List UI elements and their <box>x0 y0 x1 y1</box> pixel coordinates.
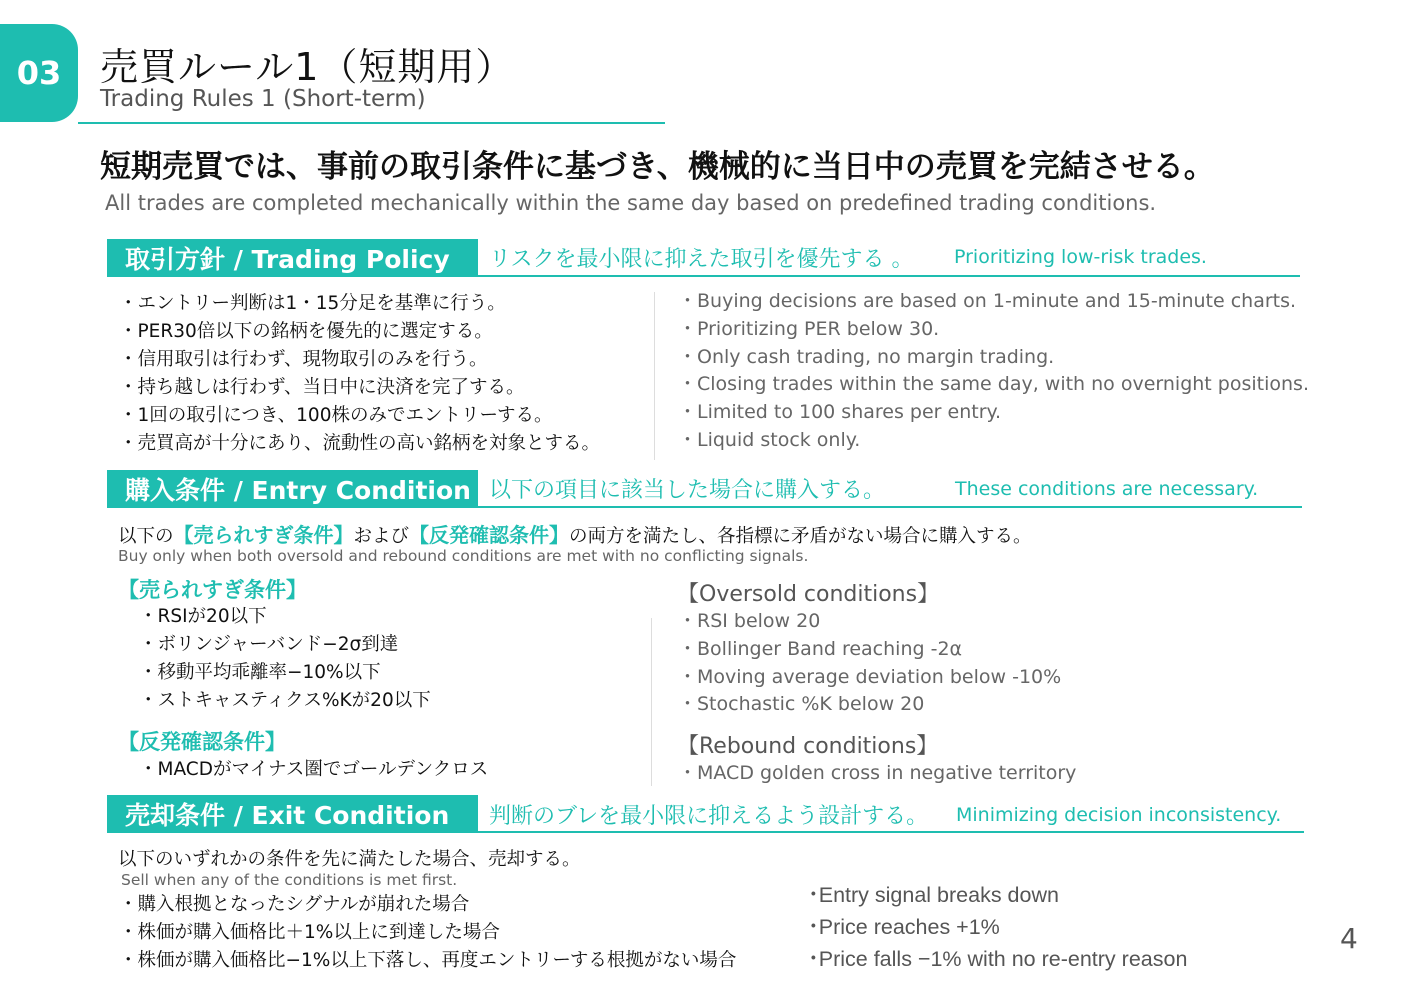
list-item: ・Stochastic %K below 20 <box>678 693 925 716</box>
entry-condition-summary-en: These conditions are necessary. <box>955 478 1259 500</box>
entry-intro-mid: および <box>353 526 410 547</box>
list-item: ・Closing trades within the same day, with no overnight positions. <box>678 373 1309 396</box>
exit-intro: 以下のいずれかの条件を先に満たした場合、売却する。 <box>118 849 581 870</box>
list-item: ・MACD golden cross in negative territory <box>678 762 1077 784</box>
list-item: ・移動平均乖離率−10%以下 <box>139 662 381 683</box>
list-item: ・RSIが20以下 <box>139 606 267 627</box>
list-item: ・MACDがマイナス圏でゴールデンクロス <box>139 759 489 780</box>
exit-condition-label: 売却条件 / Exit Condition <box>107 795 478 832</box>
list-item: ・Moving average deviation below -10% <box>678 665 1062 688</box>
page-title: 売買ルール1（短期用） <box>100 45 515 89</box>
exit-list-jp <box>119 891 736 975</box>
column-divider <box>651 618 652 786</box>
trading-policy-summary-jp: リスクを最小限に抑えた取引を優先する 。 <box>489 247 914 272</box>
trading-policy-summary-en: Prioritizing low-risk trades. <box>954 246 1207 268</box>
list-item: ・RSI below 20 <box>678 610 821 632</box>
list-item: ・購入根拠となったシグナルが崩れた場合 <box>119 894 470 915</box>
list-item: ･Price falls −1% with no re-entry reason <box>808 947 1188 971</box>
oversold-list-en <box>678 608 1061 719</box>
trading-policy-list-en <box>678 288 1309 455</box>
list-item: ・株価が購入価格比＋1%以上に到達した場合 <box>119 922 500 943</box>
list-item: ・信用取引は行わず、現物取引のみを行う。 <box>119 349 488 370</box>
list-item: ・ボリンジャーバンド−2σ到達 <box>139 634 399 655</box>
list-item: ･Price reaches +1% <box>808 915 1000 939</box>
page-number: 4 <box>1340 922 1358 955</box>
list-item: ・PER30倍以下の銘柄を優先的に選定する。 <box>119 321 493 342</box>
list-item: ・Limited to 100 shares per entry. <box>678 401 1002 424</box>
list-item: ・売買高が十分にあり、流動性の高い銘柄を対象とする。 <box>119 433 601 454</box>
list-item: ・Buying decisions are based on 1-minute and 15-minute charts. <box>678 290 1297 312</box>
list-item: ･Entry signal breaks down <box>808 883 1059 907</box>
list-item: ・ストキャスティクス%Kが20以下 <box>139 690 431 711</box>
section-number-badge: 03 <box>0 24 78 122</box>
oversold-list-jp <box>139 603 431 715</box>
rebound-list-en <box>678 760 1076 788</box>
oversold-heading-en: 【Oversold conditions】 <box>677 582 940 607</box>
column-divider <box>654 292 655 460</box>
list-item: ・Only cash trading, no margin trading. <box>678 345 1055 368</box>
entry-intro-post: の両方を満たし、各指標に矛盾がない場合に購入する。 <box>569 526 1032 547</box>
entry-intro-pre: 以下の <box>118 526 174 547</box>
trading-policy-label: 取引方針 / Trading Policy <box>107 239 478 276</box>
entry-intro-translation: Buy only when both oversold and rebound conditions are met with no conflicting signals. <box>118 547 809 565</box>
title-underline <box>78 122 665 124</box>
exit-condition-rule <box>107 831 1304 833</box>
list-item: ・1回の取引につき、100株のみでエントリーする。 <box>119 405 553 426</box>
headline: 短期売買では、事前の取引条件に基づき、機械的に当日中の売買を完結させる。 <box>100 149 1215 185</box>
list-item: ・Liquid stock only. <box>678 428 861 451</box>
trading-policy-rule <box>107 275 1300 277</box>
list-item: ・株価が購入価格比−1%以上下落し、再度エントリーする根拠がない場合 <box>119 950 737 971</box>
rebound-heading-jp: 【反発確認条件】 <box>118 730 286 754</box>
entry-intro <box>118 519 1032 548</box>
exit-list-en <box>808 879 1187 975</box>
list-item: ・Prioritizing PER below 30. <box>678 317 940 340</box>
entry-condition-summary-jp: 以下の項目に該当した場合に購入する。 <box>489 478 886 503</box>
rebound-heading-en: 【Rebound conditions】 <box>677 734 939 759</box>
exit-condition-summary-en: Minimizing decision inconsistency. <box>956 804 1282 826</box>
exit-condition-summary-jp: 判断のブレを最小限に抑えるよう設計する。 <box>489 804 929 829</box>
list-item: ・エントリー判断は1・15分足を基準に行う。 <box>119 293 506 314</box>
entry-condition-rule <box>107 506 1302 508</box>
list-item: ・Bollinger Band reaching -2α <box>678 637 963 660</box>
oversold-heading-jp: 【売られすぎ条件】 <box>118 578 307 602</box>
list-item: ・持ち越しは行わず、当日中に決済を完了する。 <box>119 377 525 398</box>
headline-translation: All trades are completed mechanically within the same day based on predefined trading conditions. <box>105 191 1157 215</box>
page-subtitle: Trading Rules 1 (Short-term) <box>100 86 426 112</box>
rebound-list-jp <box>139 756 488 784</box>
entry-condition-label: 購入条件 / Entry Condition <box>107 470 478 507</box>
oversold-highlight: 【売られすぎ条件】 <box>173 523 354 547</box>
trading-policy-list-jp <box>119 290 600 458</box>
rebound-highlight: 【反発確認条件】 <box>409 523 570 547</box>
exit-intro-translation: Sell when any of the conditions is met first. <box>121 871 458 889</box>
